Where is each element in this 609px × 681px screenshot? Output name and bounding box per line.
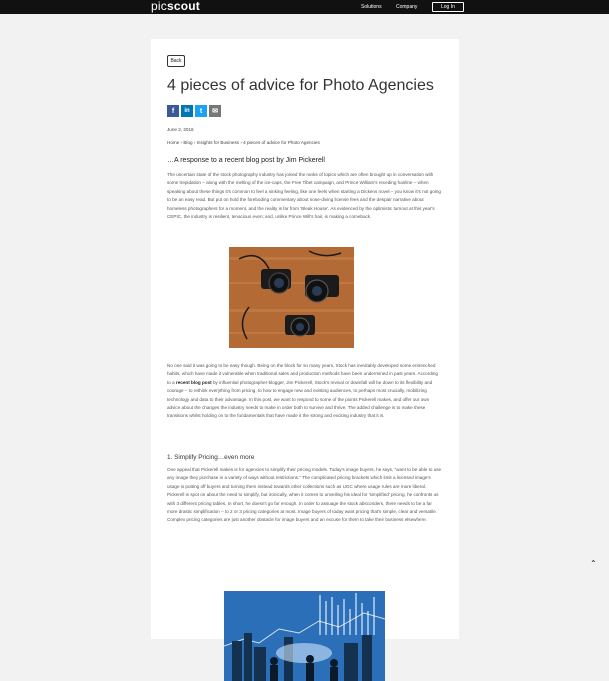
nav-solutions[interactable]: Solutions [361,4,382,10]
email-icon[interactable]: ✉ [209,105,221,117]
facebook-icon[interactable]: f [167,105,179,117]
finance-city-photo [224,591,385,681]
breadcrumb [167,140,320,145]
article-subheading: …A response to a recent blog post by Jim Pickerell [167,157,325,164]
section-1-heading: 1. Simplify Pricing…even more [167,454,255,461]
second-paragraph-text-cont: by influential photographer-blogger, Jim Pickerell, Stock's revival or downfall will be down to its flexibility and courage – to rethink everything from pricing, to how to engage new and existing audiences, to perhaps most crucially, mobilizing technology and data to their advantage. In this post, we want to respond to some of the points Pickerell makes, and offer our own advice about the changes the industry needs to make in order both to survive and thrive. The added challenge is to make these transitions whilst holding on to the fundamentals that have made it the strong and exciting industry that it is. [167,379,433,419]
breadcrumb-blog[interactable]: Blog [183,140,193,145]
second-paragraph-text: No one said it was going to be easy though. Being on the block for so many years, Stock has inevitably developed some entrenched habits, which have made it vulnerable when traditional sales and production methods have been undermined in past years. According to a [167,363,438,385]
scroll-to-top-icon[interactable]: ⌃ [590,559,597,568]
back-button[interactable]: Back [167,55,185,67]
second-paragraph [167,362,443,421]
breadcrumb-home[interactable]: Home [167,140,180,145]
breadcrumb-separator: › [193,140,196,145]
cameras-photo [229,247,354,348]
article-card [151,39,459,639]
login-button[interactable]: Log In [432,2,464,12]
breadcrumb-separator: › [240,140,242,145]
breadcrumb-separator: › [180,140,183,145]
page-title: 4 pieces of advice for Photo Agencies [167,77,434,94]
post-date: June 2, 2016 [167,127,194,132]
top-navigation-bar [0,0,609,14]
intro-paragraph: The uncertain state of the stock photography industry has joined the ranks of topics which are often brought up in conversation with some trepidation – along with the melting of the ice-caps, the Free Tibet campaign, and Prince William's receding hairline – when speaking about these things it's common to feel a sinking feeling, like one feels when starting a Dickens novel – you know it's not going to be an easy read. But put on hold the foreboding commentary about nose-diving license fees and the despair narrative about homeless photographers for a moment, and the reality is far from 'Bleak House'. As evidenced by the optimistic turnout at this year's CEPIC, the industry is resilient, tenacious even; and, unlike Prince Will's hair, is making a comeback. [167,172,441,220]
section-1-paragraph: One appeal that Pickerell makes is for agencies to simplify their pricing models. Today's image buyers, he says, "want to be able to use any image they purchase in a variety of ways without restrictions." The complicated pricing brackets which limit a licensed image's usage is putting off buyers and turning them instead towards other collections such as UGC where usage rules are more liberal. Pickerell is spot on about the need to simplify, but ironically, when it comes to unveiling his ideal for 'simplified' pricing, he confronts us with 3 different pricing tables. In short, he doesn't go far enough. In order to assuage the stock absconders, there needs to be a far more drastic simplification – to 2 or 3 pricing categories at most. Image buyers of today want pricing that's simple, clear and versatile. Complex pricing categories are just another obstacle for image buyers and an excuse for them to take their business elsewhere. [167,467,442,523]
logo-text-light: pic [151,0,167,13]
linkedin-icon[interactable]: in [181,105,193,117]
logo-text-bold: scout [166,0,200,13]
cameras-illustration [229,247,354,348]
finance-illustration [224,591,385,681]
breadcrumb-category[interactable]: Insights for Business [196,140,240,145]
breadcrumb-current: 4 pieces of advice for Photo Agencies [243,140,320,145]
share-buttons [167,105,221,117]
twitter-icon[interactable]: t [195,105,207,117]
nav-company[interactable]: Company [396,4,418,10]
picscout-logo[interactable] [151,0,200,13]
recent-blog-post-link[interactable]: recent blog post [175,379,212,385]
